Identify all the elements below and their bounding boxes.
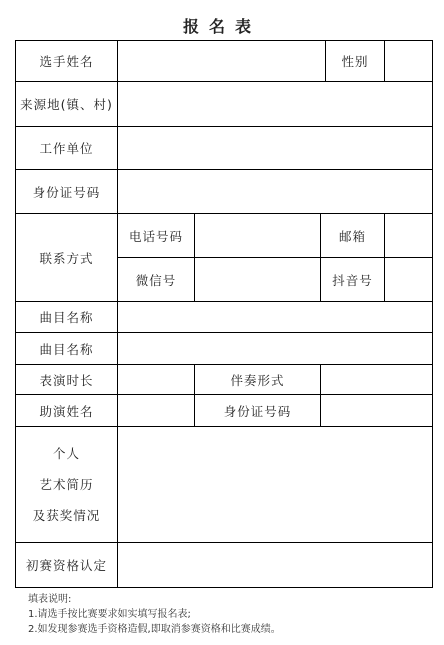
notes-item-1: 1.请选手按比赛要求如实填写报名表; xyxy=(28,609,191,620)
accompaniment-field[interactable] xyxy=(321,365,433,395)
song-name-field-1[interactable] xyxy=(118,302,433,333)
douyin-field[interactable] xyxy=(385,258,433,302)
personal-history-field[interactable] xyxy=(118,427,433,543)
phone-label: 电话号码 xyxy=(118,214,195,258)
assistant-id-field[interactable] xyxy=(321,395,433,427)
gender-label: 性别 xyxy=(326,41,385,82)
work-unit-field[interactable] xyxy=(118,127,433,170)
registration-form-table xyxy=(15,40,433,588)
id-number-label: 身份证号码 xyxy=(16,170,118,214)
work-unit-label: 工作单位 xyxy=(16,127,118,170)
douyin-label: 抖音号 xyxy=(321,258,385,302)
contact-label: 联系方式 xyxy=(16,214,118,302)
qualification-field[interactable] xyxy=(118,543,433,588)
email-field[interactable] xyxy=(385,214,433,258)
gender-field[interactable] xyxy=(385,41,433,82)
personal-history-line-2: 艺术简历 xyxy=(39,477,94,492)
wechat-label: 微信号 xyxy=(118,258,195,302)
song-name-label: 曲目名称 xyxy=(16,333,118,365)
personal-history-line-3: 及获奖情况 xyxy=(32,508,101,523)
name-label: 选手姓名 xyxy=(16,41,118,82)
wechat-field[interactable] xyxy=(195,258,321,302)
origin-field[interactable] xyxy=(118,82,433,127)
form-notes xyxy=(28,592,281,637)
accompaniment-label: 伴奏形式 xyxy=(195,365,321,395)
origin-label: 来源地(镇、村) xyxy=(16,82,118,127)
assistant-id-label: 身份证号码 xyxy=(195,395,321,427)
id-number-field[interactable] xyxy=(118,170,433,214)
form-title: 报名表 xyxy=(182,17,261,36)
song-name-field-2[interactable] xyxy=(118,333,433,365)
duration-field[interactable] xyxy=(118,365,195,395)
assistant-name-label: 助演姓名 xyxy=(16,395,118,427)
song-name-label: 曲目名称 xyxy=(16,302,118,333)
notes-item-2: 2.如发现参赛选手资格造假,即取消参赛资格和比赛成绩。 xyxy=(28,624,281,635)
phone-field[interactable] xyxy=(195,214,321,258)
notes-heading: 填表说明: xyxy=(28,594,72,605)
duration-label: 表演时长 xyxy=(16,365,118,395)
qualification-label: 初赛资格认定 xyxy=(16,543,118,588)
name-field[interactable] xyxy=(118,41,326,82)
personal-history-label xyxy=(16,427,118,543)
assistant-name-field[interactable] xyxy=(118,395,195,427)
personal-history-line-1: 个人 xyxy=(52,446,80,461)
email-label: 邮箱 xyxy=(321,214,385,258)
